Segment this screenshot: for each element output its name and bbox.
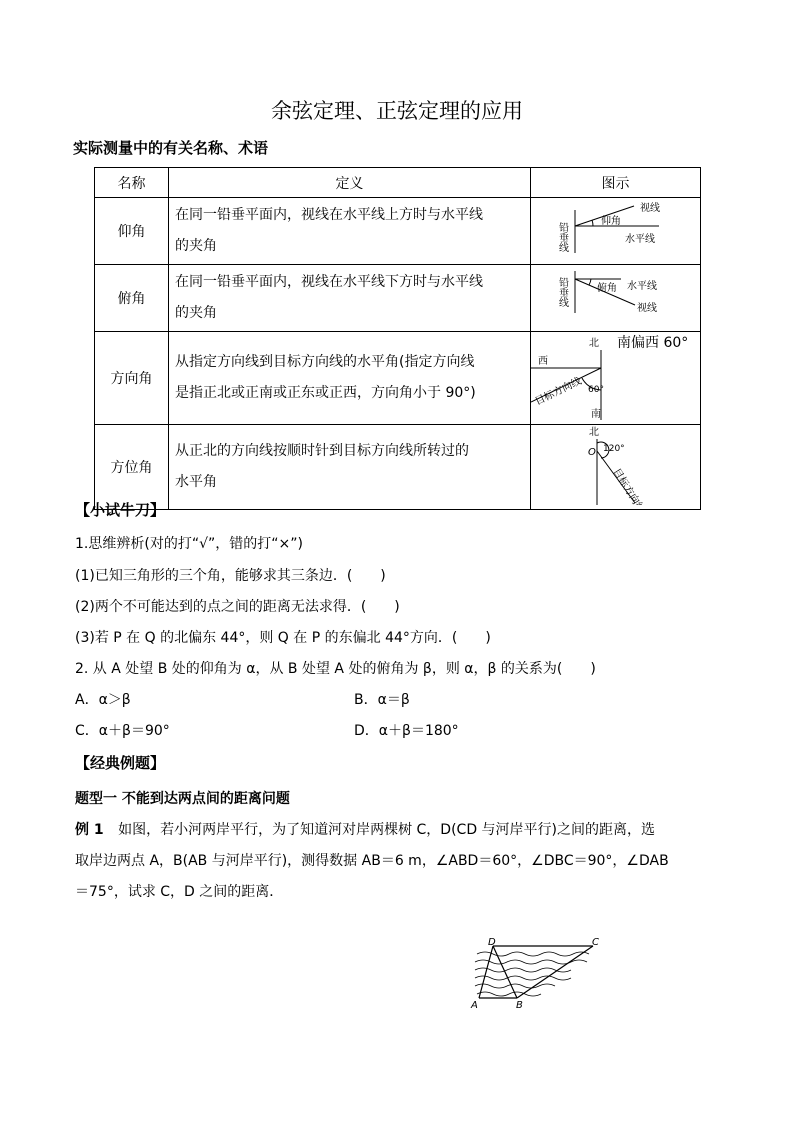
direction-angle-figure xyxy=(531,332,701,425)
problem-type-heading: 题型一 不能到达两点间的距离问题 xyxy=(75,791,290,807)
table-row xyxy=(95,198,701,265)
question-2: 2. 从 A 处望 B 处的仰角为 α，从 B 处望 A 处的俯角为 β，则 α，β 的关系为( ) xyxy=(75,661,596,677)
svg-text:目标方向线: 目标方向线 xyxy=(533,375,584,408)
svg-text:120°: 120° xyxy=(603,444,625,454)
term-name: 仰角 xyxy=(95,198,169,265)
example-1-line-1: 例 1 如图，若小河两岸平行，为了知道河对岸两棵树 C，D(CD 与河岸平行)之间的距离，选 xyxy=(75,822,656,838)
elevation-angle-figure xyxy=(531,198,701,265)
example-1-line-2: 取岸边两点 A，B(AB 与河岸平行)，测得数据 AB＝6 m，∠ABD＝60°，∠DBC＝90°，∠DAB xyxy=(75,853,669,869)
depression-diagram xyxy=(531,265,701,327)
terms-table xyxy=(94,167,701,510)
svg-text:水平线: 水平线 xyxy=(627,281,657,292)
term-name: 方向角 xyxy=(95,332,169,425)
svg-text:南偏西 60°: 南偏西 60° xyxy=(617,335,689,351)
svg-text:北: 北 xyxy=(589,427,599,438)
svg-text:俯角: 俯角 xyxy=(597,283,617,294)
svg-text:铅垂线: 铅垂线 xyxy=(556,222,568,252)
svg-text:视线: 视线 xyxy=(640,203,660,214)
direction-diagram xyxy=(531,332,701,420)
svg-text:铅垂线: 铅垂线 xyxy=(556,277,568,307)
svg-text:目标方向线: 目标方向线 xyxy=(610,466,647,505)
term-definition: 从正北的方向线按顺时针到目标方向线所转过的 水平角 xyxy=(169,425,531,510)
header-figure: 图示 xyxy=(531,168,701,198)
option-d: D．α＋β＝180° xyxy=(354,723,459,739)
question-1b: (2)两个不可能达到的点之间的距离无法求得．( ) xyxy=(75,599,400,615)
quick-practice-header: 【小试牛刀】 xyxy=(75,501,166,519)
svg-text:南: 南 xyxy=(591,409,601,420)
svg-text:60°: 60° xyxy=(588,385,604,395)
svg-text:北: 北 xyxy=(589,338,599,349)
river-diagram xyxy=(465,936,615,1012)
table-row xyxy=(95,425,701,510)
azimuth-angle-figure xyxy=(531,425,701,510)
question-1c: (3)若 P 在 Q 的北偏东 44°，则 Q 在 P 的东偏北 44°方向．( ) xyxy=(75,630,491,646)
example-1-line-3: ＝75°，试求 C，D 之间的距离． xyxy=(75,884,284,900)
svg-text:D: D xyxy=(488,937,496,948)
option-a: A．α＞β xyxy=(75,692,131,708)
svg-text:C: C xyxy=(592,937,599,948)
term-name: 方位角 xyxy=(95,425,169,510)
svg-text:A: A xyxy=(471,1000,478,1011)
question-1: 1.思维辨析(对的打“√”，错的打“×”) xyxy=(75,536,303,552)
header-definition: 定义 xyxy=(169,168,531,198)
elevation-diagram xyxy=(531,198,701,260)
term-definition: 在同一铅垂平面内，视线在水平线下方时与水平线 的夹角 xyxy=(169,265,531,332)
section-subheading: 实际测量中的有关名称、术语 xyxy=(73,139,269,157)
svg-text:B: B xyxy=(516,1000,523,1011)
term-definition: 在同一铅垂平面内，视线在水平线上方时与水平线 的夹角 xyxy=(169,198,531,265)
depression-angle-figure xyxy=(531,265,701,332)
table-row xyxy=(95,265,701,332)
svg-text:视线: 视线 xyxy=(637,303,657,314)
page-title: 余弦定理、正弦定理的应用 xyxy=(271,99,523,123)
option-c: C．α＋β＝90° xyxy=(75,723,170,739)
question-1a: (1)已知三角形的三个角，能够求其三条边．( ) xyxy=(75,568,386,584)
header-name: 名称 xyxy=(95,168,169,198)
table-row xyxy=(95,332,701,425)
term-definition: 从指定方向线到目标方向线的水平角(指定方向线 是指正北或正南或正东或正西，方向角小于 90°) xyxy=(169,332,531,425)
svg-text:水平线: 水平线 xyxy=(625,234,655,245)
term-name: 俯角 xyxy=(95,265,169,332)
table-header-row xyxy=(95,168,701,198)
examples-header: 【经典例题】 xyxy=(75,754,166,772)
azimuth-diagram xyxy=(531,425,701,505)
svg-text:西: 西 xyxy=(538,356,548,367)
option-b: B．α＝β xyxy=(354,692,410,708)
example-label: 例 1 xyxy=(75,822,104,838)
svg-text:仰角: 仰角 xyxy=(601,216,621,227)
svg-text:O: O xyxy=(588,447,596,458)
